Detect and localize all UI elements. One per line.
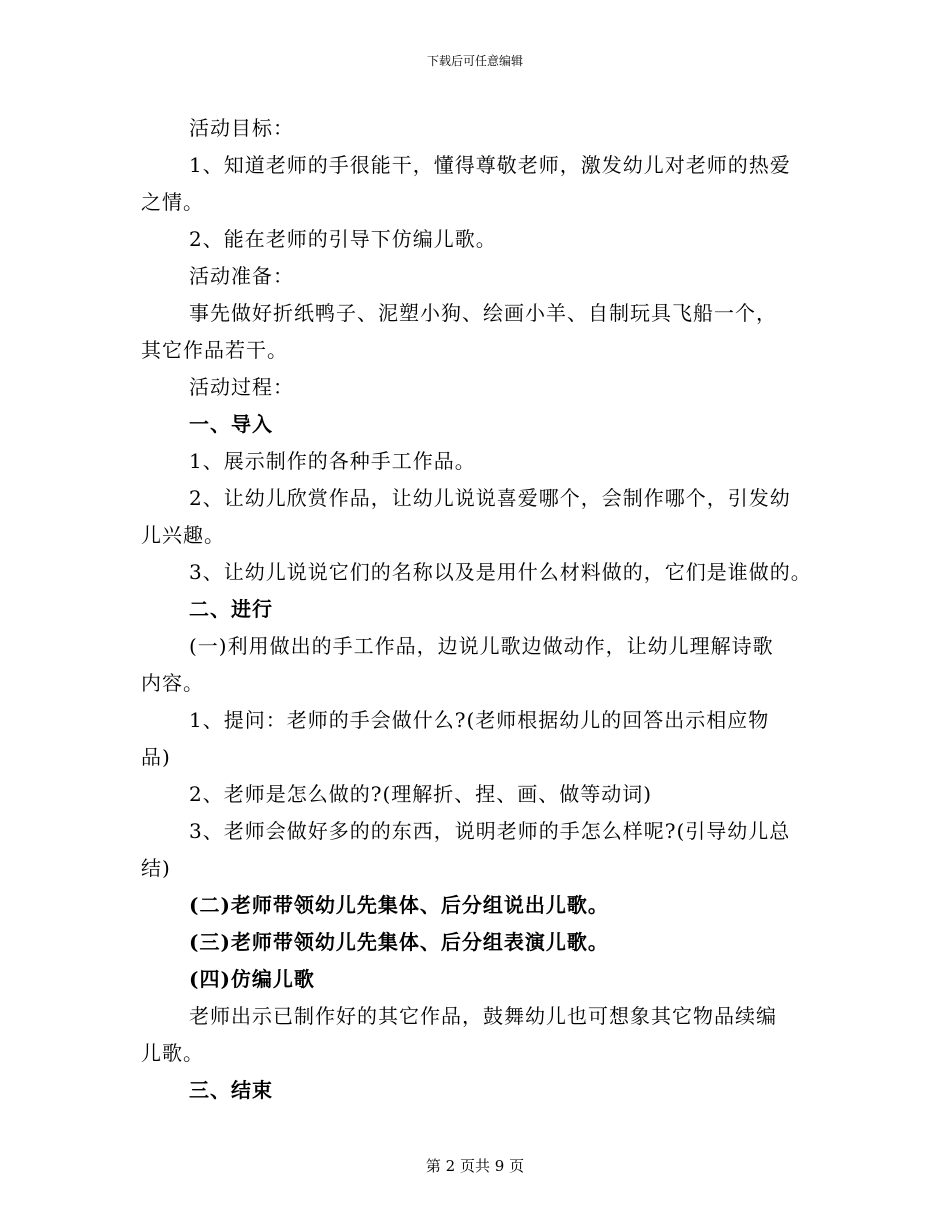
document-body: [141, 110, 821, 1109]
paragraph-line: 1、知道老师的手很能干，懂得尊敬老师，激发幼儿对老师的热爱: [189, 153, 791, 177]
paragraph-line: 2、老师是怎么做的?(理解折、捏、画、做等动词): [189, 782, 653, 806]
paragraph-line: 活动过程：: [189, 375, 294, 399]
paragraph-line: 活动准备：: [189, 264, 294, 288]
paragraph-continuation-line: 品): [141, 745, 171, 769]
paragraph-line: 老师出示已制作好的其它作品，鼓舞幼儿也可想象其它物品续编: [189, 1004, 777, 1028]
paragraph-line: 2、让幼儿欣赏作品，让幼儿说说喜爱哪个，会制作哪个，引发幼: [189, 486, 791, 510]
paragraph-line: 1、展示制作的各种手工作品。: [189, 449, 476, 473]
paragraph-line: 二、进行: [189, 597, 273, 621]
header-note: 下载后可任意编辑: [426, 54, 523, 68]
paragraph-continuation-line: 儿兴趣。: [141, 523, 225, 547]
paragraph-line: 事先做好折纸鸭子、泥塑小狗、绘画小羊、自制玩具飞船一个，: [189, 301, 777, 325]
paragraph-continuation-line: 之情。: [141, 190, 204, 214]
paragraph-line: (一)利用做出的手工作品，边说儿歌边做动作，让幼儿理解诗歌: [189, 634, 774, 658]
paragraph-continuation-line: 其它作品若干。: [141, 338, 288, 362]
paragraph-line: 活动目标：: [189, 116, 294, 140]
paragraph-continuation-line: 儿歌。: [141, 1041, 204, 1065]
paragraph-line: 3、老师会做好多的的东西，说明老师的手怎么样呢?(引导幼儿总: [189, 819, 791, 843]
paragraph-line: 三、结束: [189, 1078, 273, 1102]
page-number: 第 2 页共 9 页: [425, 1157, 525, 1175]
paragraph-line: (四)仿编儿歌: [189, 967, 315, 991]
paragraph-line: (三)老师带领幼儿先集体、后分组表演儿歌。: [189, 930, 609, 954]
paragraph-continuation-line: 结): [141, 856, 171, 880]
paragraph-line: 3、让幼儿说说它们的名称以及是用什么材料做的，它们是谁做的。: [189, 560, 812, 584]
paragraph-line: 1、提问：老师的手会做什么?(老师根据幼儿的回答出示相应物: [189, 708, 770, 732]
paragraph-line: 一、导入: [189, 412, 273, 436]
paragraph-line: 2、能在老师的引导下仿编儿歌。: [189, 227, 497, 251]
paragraph-continuation-line: 内容。: [141, 671, 204, 695]
paragraph-line: (二)老师带领幼儿先集体、后分组说出儿歌。: [189, 893, 609, 917]
